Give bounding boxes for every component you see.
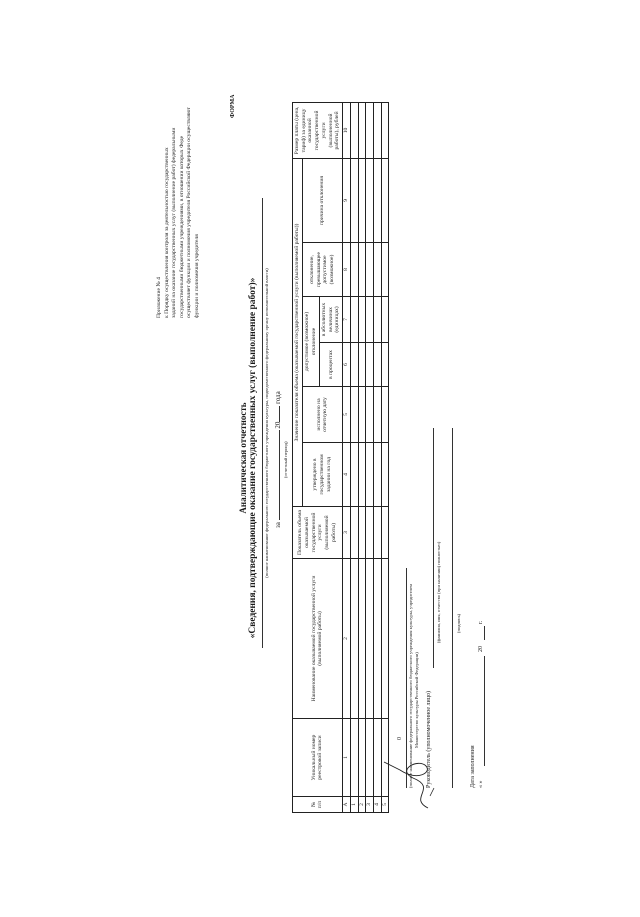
date-year-line	[484, 626, 485, 640]
col-header-percent: в процентах	[319, 343, 342, 387]
column-numbers-row	[342, 102, 350, 812]
row-number: 1	[350, 797, 358, 813]
table-cell	[358, 102, 366, 158]
col-number: 9	[342, 158, 350, 242]
appendix-line: к Порядку осуществления контроля за деятельностью государственных	[163, 147, 170, 318]
table-cell	[374, 559, 382, 719]
table-cell	[381, 507, 389, 559]
table-cell	[374, 297, 382, 343]
table-cell	[366, 297, 374, 343]
table-cell	[374, 443, 382, 507]
col-header-values-group: Значение показателя объема (оказываемой государственной услуги (выполняемой работы))	[293, 158, 303, 506]
table-cell	[350, 559, 358, 719]
row-number: 4	[374, 797, 382, 813]
handwritten-mark	[378, 738, 438, 818]
table-cell	[358, 343, 366, 387]
table-cell	[366, 158, 374, 242]
footer-org-caption-2: Министерство культуры Российской Федерации)	[414, 652, 419, 748]
table-cell	[358, 719, 366, 797]
table-cell	[358, 559, 366, 719]
col-header-allowed-group: допустимое (возможное) отклонение	[302, 297, 319, 387]
col-header-service-name: Наименование оказываемой государственной услуги (выполняемой работы)	[293, 559, 343, 719]
table-cell	[350, 343, 358, 387]
date-suffix: г.	[478, 620, 484, 624]
appendix-line: функции и полномочия учредителя	[193, 234, 200, 318]
document-title: Аналитическая отчетность	[238, 402, 248, 514]
org-name-line	[262, 198, 263, 648]
col-number: 2	[342, 559, 350, 719]
table-cell	[381, 343, 389, 387]
table-cell	[350, 507, 358, 559]
head-name-caption: (фамилия, имя, отчество (при наличии) полностью)	[436, 541, 441, 643]
table-row	[358, 102, 366, 812]
year-line	[279, 406, 280, 422]
col-header-executed: исполнено на отчетную дату	[302, 387, 342, 443]
table-cell	[358, 243, 366, 297]
table-cell	[381, 158, 389, 242]
table-cell	[381, 243, 389, 297]
col-number: 7	[342, 297, 350, 343]
date-label: Дата заполнения	[470, 745, 476, 788]
col-header-reason: причина отклонения	[302, 158, 342, 242]
period-line	[279, 430, 280, 520]
head-label: Руководитель (уполномоченное лицо)	[426, 691, 432, 788]
table-row	[381, 102, 389, 812]
appendix-line: заданий на оказание государственных услуг (выполнение работ) федеральными	[171, 127, 178, 318]
document-subtitle: «Сведения, подтверждающие оказание государственных услуг (выполнение работ)»	[248, 277, 258, 639]
period-prefix: за	[274, 522, 282, 528]
appendix-block	[156, 68, 201, 318]
table-cell	[374, 243, 382, 297]
table-cell	[374, 343, 382, 387]
table-cell	[366, 387, 374, 443]
table-cell	[366, 102, 374, 158]
footer-org-caption-1: (полное наименование федерального государственного бюджетного учреждения культуры, учредителем	[408, 583, 413, 788]
col-number: А	[342, 797, 350, 813]
appendix-line: Приложение № 4	[156, 277, 162, 318]
org-name-caption: (полное наименование федерального государственного бюджетного учреждения культуры, подведомственного федеральному органу исполнительной власти)	[264, 268, 269, 578]
table-cell	[350, 719, 358, 797]
col-number: 5	[342, 387, 350, 443]
col-header-no: № п/п	[293, 797, 343, 813]
table-cell	[374, 507, 382, 559]
appendix-line: осуществляет функции и полномочия учредителя Российской Федерации осуществляют	[186, 107, 193, 318]
table-cell	[350, 297, 358, 343]
col-header-deviation: отклонение, превышающее допустимое (возможное)	[302, 243, 342, 297]
table-cell	[381, 443, 389, 507]
col-header-indicator: Показатель объема оказываемой государственной услуги (выполняемой работы)	[293, 507, 343, 559]
table-cell	[374, 102, 382, 158]
col-number: 3	[342, 507, 350, 559]
head-name-line	[433, 428, 434, 668]
reporting-period	[274, 391, 282, 528]
table-cell	[366, 559, 374, 719]
table-cell	[374, 158, 382, 242]
col-header-fee: Размер платы (цена, тариф) за единицу оказанной государственной услуги (выполненной работы), рублей	[293, 102, 343, 158]
table-cell	[381, 297, 389, 343]
table-row	[366, 102, 374, 812]
form-label: ФОРМА	[230, 94, 236, 118]
appendix-line: государственными бюджетными учреждениями, в отношении которых Феде	[178, 135, 185, 318]
period-year-prefix: 20	[274, 421, 282, 429]
signature-line	[452, 428, 453, 788]
table-cell	[381, 559, 389, 719]
col-header-registry: Уникальный номер реестровой записи	[293, 719, 343, 797]
date-year: 20	[478, 646, 484, 652]
period-year-suffix: года	[274, 391, 282, 404]
row-number: 3	[366, 797, 374, 813]
col-number: 6	[342, 343, 350, 387]
table-cell	[366, 343, 374, 387]
date-quote: « »	[478, 780, 484, 788]
period-caption: (отчетный период)	[283, 441, 288, 478]
table-cell	[366, 243, 374, 297]
table-cell	[350, 158, 358, 242]
table-cell	[358, 297, 366, 343]
col-header-approved: утверждено в государственном задании на год	[302, 443, 342, 507]
col-number: 4	[342, 443, 350, 507]
table-cell	[374, 387, 382, 443]
table-cell	[381, 102, 389, 158]
table-cell	[350, 387, 358, 443]
row-number: 5	[381, 797, 389, 813]
table-cell	[358, 443, 366, 507]
table-cell	[381, 387, 389, 443]
rotated-form	[152, 58, 488, 858]
signature-caption: (подпись)	[456, 613, 461, 633]
col-number: 1	[342, 719, 350, 797]
table-row	[374, 102, 382, 812]
table-cell	[366, 443, 374, 507]
row-number: 2	[358, 797, 366, 813]
col-number: 10	[342, 102, 350, 158]
services-table	[292, 102, 389, 813]
table-row	[350, 102, 358, 812]
table-cell	[366, 719, 374, 797]
table-cell	[358, 387, 366, 443]
table-cell	[350, 243, 358, 297]
table-cell	[358, 507, 366, 559]
date-line	[484, 656, 485, 766]
table-cell	[366, 507, 374, 559]
table-cell	[350, 443, 358, 507]
col-header-absolute: в абсолютных величинах (единицах)	[319, 297, 342, 343]
table-cell	[358, 158, 366, 242]
footer-zero: 0	[397, 737, 403, 740]
col-number: 8	[342, 243, 350, 297]
table-cell	[350, 102, 358, 158]
